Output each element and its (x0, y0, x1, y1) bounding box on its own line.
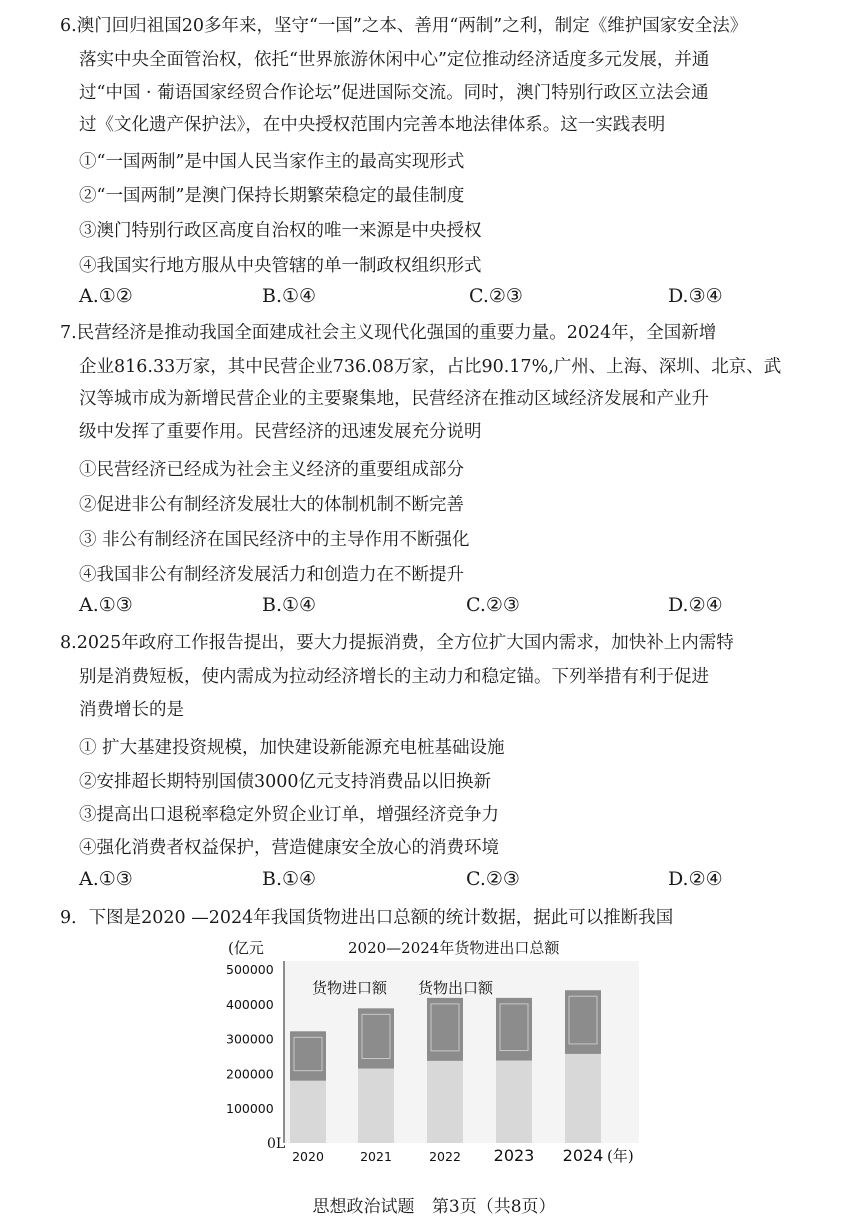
q6-choice-d[interactable]: D.③④ (668, 285, 723, 307)
q8-stem-line-2: 别是消费短板，使内需成为拉动经济增长的主动力和稳定锚。下列举措有利于促进 (79, 667, 709, 687)
x-tick-label: 2021 (360, 1149, 392, 1164)
q8-stem-line-1: 8.2025年政府工作报告提出，要大力提振消费，全方位扩大国内需求，加快补上内需特 (60, 633, 734, 653)
q8-option-2: ②安排超长期特别国债3000亿元支持消费品以旧换新 (79, 772, 492, 792)
q8-choice-c[interactable]: C.②③ (466, 868, 520, 890)
y-tick-label: 200000 (226, 1066, 274, 1082)
x-axis-unit: (年) (607, 1147, 634, 1165)
bar-import (358, 1008, 394, 1068)
y-axis-label: (亿元 (228, 939, 264, 957)
bar-import (290, 1031, 326, 1080)
x-tick-label: 2020 (292, 1149, 324, 1164)
q6-stem-line-3: 过“中国 · 葡语国家经贸合作论坛”促进国际交流。同时，澳门特别行政区立法会通 (79, 83, 709, 103)
q7-choices (0, 594, 868, 620)
x-tick-label: 2024 (562, 1146, 604, 1165)
q6-choice-a[interactable]: A.①② (79, 285, 133, 307)
q6-stem-line-4: 过《文化遗产保护法》，在中央授权范围内完善本地法律体系。这一实践表明 (79, 115, 666, 135)
q8-choice-d[interactable]: D.②④ (668, 868, 723, 890)
q7-choice-c[interactable]: C.②③ (466, 594, 520, 616)
q7-choice-b[interactable]: B.①④ (262, 594, 317, 616)
q9-stem-line-1: 9．下图是2020 —2024年我国货物进出口总额的统计数据，据此可以推断我国 (60, 908, 674, 928)
q8-choice-a[interactable]: A.①③ (79, 868, 133, 890)
bar-export (427, 1061, 463, 1143)
chart-title: 2020—2024年货物进出口总额 (348, 939, 560, 957)
q8-stem-line-3: 消费增长的是 (79, 700, 184, 720)
q7-stem-line-3: 汉等城市成为新增民营企业的主要聚集地，民营经济在推动区域经济发展和产业升 (79, 389, 709, 409)
q6-option-2: ②“一国两制”是澳门保持长期繁荣稳定的最佳制度 (79, 186, 465, 206)
q8-choice-b[interactable]: B.①④ (262, 868, 317, 890)
q7-option-1: ①民营经济已经成为社会主义经济的重要组成部分 (79, 460, 464, 480)
q6-choice-b[interactable]: B.①④ (262, 285, 317, 307)
y-tick-label: 0L (267, 1136, 286, 1152)
q6-option-3: ③澳门特别行政区高度自治权的唯一来源是中央授权 (79, 221, 482, 241)
bar-export (358, 1069, 394, 1143)
bar-export (290, 1081, 326, 1143)
trade-chart (224, 935, 644, 1171)
footer-page-number: 第3页（共8页） (431, 1197, 556, 1217)
q7-stem-line-1: 7.民营经济是推动我国全面建成社会主义现代化强国的重要力量。2024年，全国新增 (60, 323, 717, 343)
bar-export (565, 1054, 601, 1143)
bar-import (427, 998, 463, 1061)
footer-subject: 思想政治试题 (312, 1197, 415, 1217)
bar-import (496, 998, 532, 1061)
q7-stem-line-2: 企业816.33万家，其中民营企业736.08万家，占比90.17%,广州、上海、深圳、北京、武 (79, 357, 782, 377)
x-tick-label: 2022 (429, 1149, 461, 1164)
q6-option-1: ①“一国两制”是中国人民当家作主的最高实现形式 (79, 152, 465, 172)
y-tick-label: 100000 (226, 1101, 274, 1117)
q7-choice-a[interactable]: A.①③ (79, 594, 133, 616)
q8-option-3: ③提高出口退税率稳定外贸企业订单，增强经济竞争力 (79, 805, 499, 825)
q7-stem-line-4: 级中发挥了重要作用。民营经济的迅速发展充分说明 (79, 422, 482, 442)
legend-import: 货物进口额 (312, 979, 388, 997)
bar-export (496, 1061, 532, 1143)
q6-stem-line-1: 6.澳门回归祖国20多年来，坚守“一国”之本、善用“两制”之利，制定《维护国家安全法》 (60, 16, 748, 36)
y-tick-label: 400000 (226, 996, 274, 1012)
q7-choice-d[interactable]: D.②④ (668, 594, 723, 616)
q6-option-4: ④我国实行地方服从中央管辖的单一制政权组织形式 (79, 256, 482, 276)
y-tick-label: 300000 (226, 1031, 274, 1047)
q7-option-3: ③ 非公有制经济在国民经济中的主导作用不断强化 (79, 530, 470, 550)
q7-option-4: ④我国非公有制经济发展活力和创造力在不断提升 (79, 565, 464, 585)
q6-stem-line-2: 落实中央全面管治权，依托“世界旅游休闲中心”定位推动经济适度多元发展，并通 (79, 50, 710, 70)
q7-option-2: ②促进非公有制经济发展壮大的体制机制不断完善 (79, 495, 464, 515)
q8-option-1: ① 扩大基建投资规模，加快建设新能源充电桩基础设施 (79, 738, 505, 758)
trade-chart-svg (224, 935, 644, 1171)
q6-choices (0, 285, 868, 311)
q8-option-4: ④强化消费者权益保护，营造健康安全放心的消费环境 (79, 838, 499, 858)
page-footer (0, 1192, 868, 1217)
q6-choice-c[interactable]: C.②③ (469, 285, 523, 307)
legend-export: 货物出口额 (418, 979, 494, 997)
x-tick-label: 2023 (493, 1146, 535, 1165)
q8-choices (0, 868, 868, 894)
y-tick-label: 500000 (226, 962, 274, 977)
